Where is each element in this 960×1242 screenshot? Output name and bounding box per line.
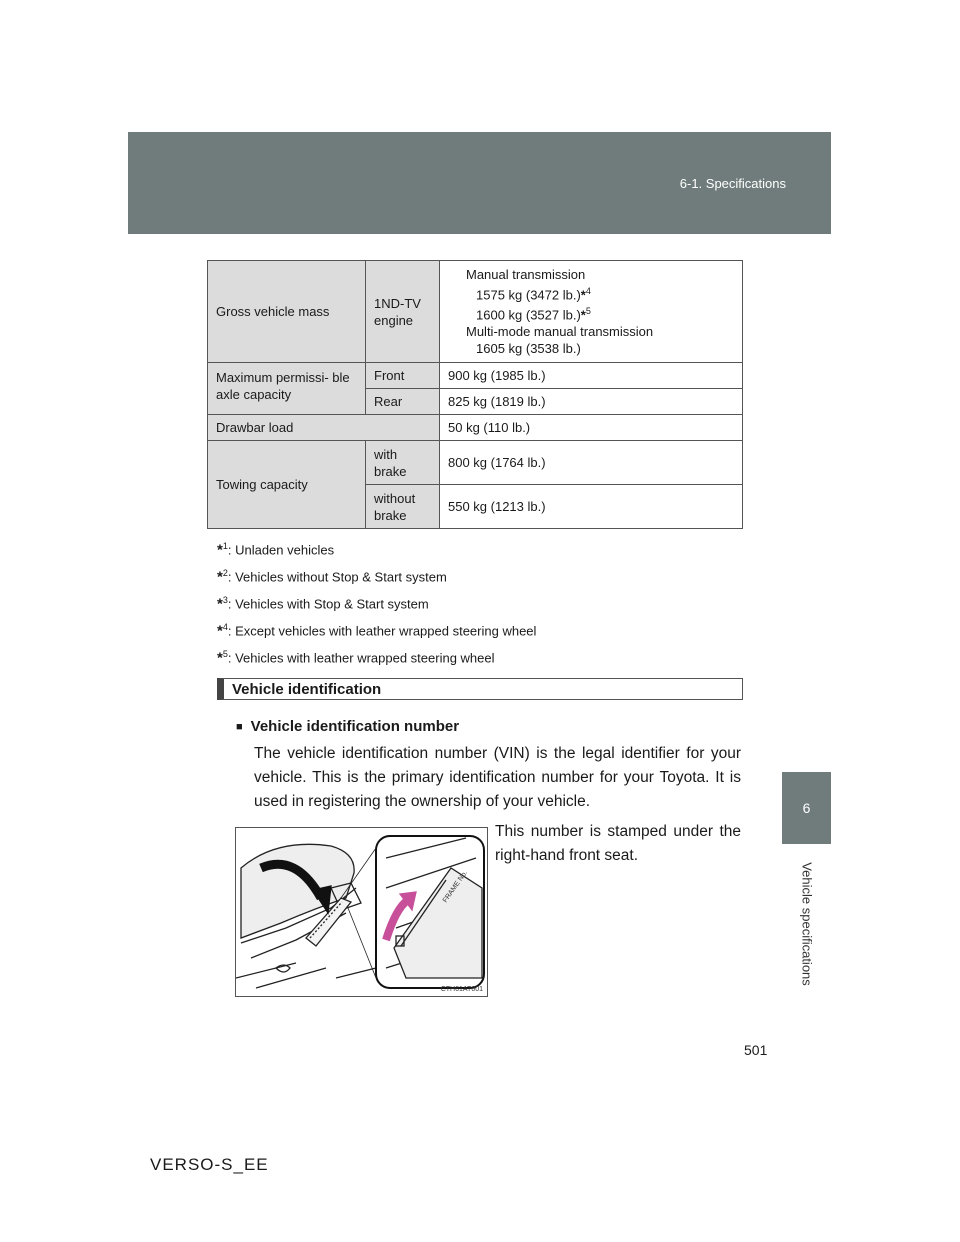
gross-line: 1575 kg (3472 lb.)*$^4$ xyxy=(476,285,591,302)
axle-label: Maximum permissi- ble axle capacity xyxy=(208,363,366,415)
axle-front-value: 900 kg (1985 lb.) xyxy=(440,363,743,389)
square-bullet-icon: ■ xyxy=(236,721,243,733)
drawbar-label: Drawbar load xyxy=(208,415,440,441)
spec-table xyxy=(207,260,743,529)
table-row xyxy=(208,363,743,389)
section-title: Vehicle identification xyxy=(217,678,743,700)
towing-without-value: 550 kg (1213 lb.) xyxy=(440,485,743,529)
gross-values xyxy=(440,261,743,363)
frame-plate-text: FRAME No. xyxy=(441,869,470,905)
axle-rear-label: Rear xyxy=(366,389,440,415)
table-row xyxy=(208,441,743,485)
footnote: *$^2$: Vehicles without Stop & Start system xyxy=(217,568,447,586)
table-row xyxy=(208,261,743,363)
vin-location-figure xyxy=(235,827,488,997)
towing-with-label: with brake xyxy=(366,441,440,485)
gross-line: Multi-mode manual transmission xyxy=(466,324,654,340)
footnote: *$^5$: Vehicles with leather wrapped steering wheel xyxy=(217,649,495,667)
vin-paragraph: The vehicle identification number (VIN) is the legal identifier for your vehicle. This is the primary identification number for your Toyota. It is used in registering the ownership of your vehicle. xyxy=(254,745,741,810)
table-row xyxy=(208,415,743,441)
section-header: 6-1. Specifications xyxy=(679,176,786,191)
gross-line: 1600 kg (3527 lb.)*$^5$ xyxy=(476,306,591,323)
drawbar-value: 50 kg (110 lb.) xyxy=(440,415,743,441)
gross-line: Manual transmission xyxy=(466,266,586,282)
towing-label: Towing capacity xyxy=(208,441,366,529)
chapter-label-strip xyxy=(782,844,831,1004)
seat-illustration xyxy=(236,828,487,996)
axle-front-label: Front xyxy=(366,363,440,389)
vin-location-paragraph: This number is stamped under the right-hand front seat. xyxy=(495,823,741,864)
gross-label: Gross vehicle mass xyxy=(208,261,366,363)
gross-engine: 1ND-TV engine xyxy=(366,261,440,363)
chapter-label: Vehicle specifications xyxy=(799,862,814,986)
page-number: 501 xyxy=(744,1042,768,1058)
subsection-title: ■ Vehicle identification number xyxy=(236,718,460,735)
footnote: *$^1$: Unladen vehicles xyxy=(217,541,335,559)
gross-line: 1605 kg (3538 lb.) xyxy=(476,341,581,357)
document-code: VERSO-S_EE xyxy=(150,1155,269,1174)
axle-rear-value: 825 kg (1819 lb.) xyxy=(440,389,743,415)
footnote: *$^4$: Except vehicles with leather wrapped steering wheel xyxy=(217,622,537,640)
chapter-tab: 6 xyxy=(782,772,831,844)
footnote: *$^3$: Vehicles with Stop & Start system xyxy=(217,595,429,613)
footnotes xyxy=(217,536,757,671)
towing-without-label: without brake xyxy=(366,485,440,529)
figure-caption: CTH61AT001 xyxy=(440,986,483,993)
towing-with-value: 800 kg (1764 lb.) xyxy=(440,441,743,485)
header-band xyxy=(128,132,831,234)
